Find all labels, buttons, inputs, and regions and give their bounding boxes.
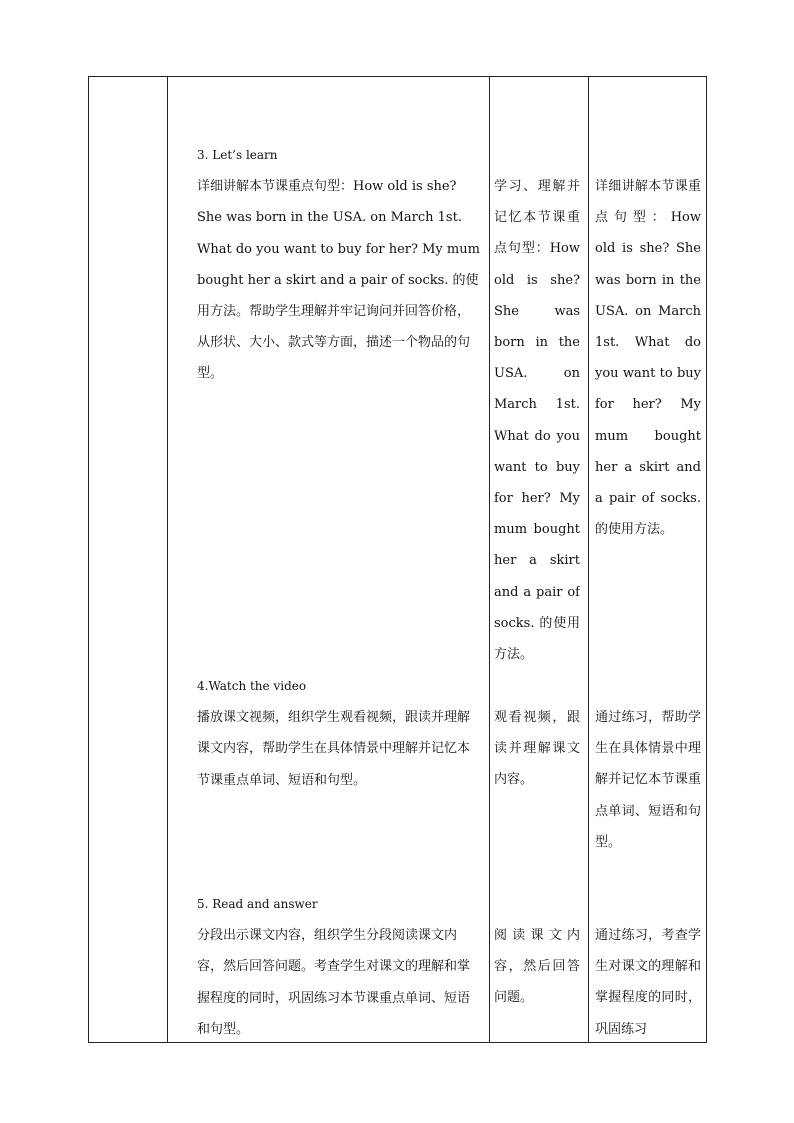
student-activity-column [494,77,580,1042]
student-activity-text: 学习、理解并记忆本节课重点句型：How old is she? She was born in the USA. on March 1st. What do you want to buy for her? My mum bought her a skirt and a pair of socks. 的使用方法。 [494,179,580,663]
column-divider [167,77,168,1042]
teacher-activity-text: 详细讲解本节课重点句型：How old is she? She was born in the USA. on March 1st. What do you want to buy for her? My mum bought her a skirt and a pair of socks. 的使用方法。帮助学生理解并牢记询问并回答价格，从形状、大小、款式等方面，描述一个物品的句型。 [197,179,480,382]
column-divider [489,77,490,1042]
lesson-table [88,76,707,1043]
student-activity-text: 阅读课文内容，然后回答问题。 [494,928,580,1006]
section-heading: 5. Read and answer [197,897,318,911]
student-activity-text: 观看视频，跟读并理解课文内容。 [494,710,580,788]
section-4 [197,671,481,796]
section-3 [197,140,481,390]
teacher-activity-text: 分段出示课文内容，组织学生分段阅读课文内容，然后回答问题。考查学生对课文的理解和掌握程度的同时，巩固练习本节课重点单词、短语和句型。 [197,928,471,1037]
section-heading: 3. Let’s learn [197,148,278,162]
design-purpose-text: 详细讲解本节课重点句型：How old is she? She was born in the USA. on March 1st. What do you want to buy for her? My mum bought her a skirt and a pair of socks. 的使用方法。 [595,179,701,538]
column-divider [588,77,589,1042]
design-purpose-text: 通过练习，考查学生对课文的理解和掌握程度的同时，巩固练习 [595,928,701,1037]
teacher-activity-column [197,77,481,1042]
design-purpose-text: 通过练习，帮助学生在具体情景中理解并记忆本节课重点单词、短语和句型。 [595,710,701,850]
design-purpose-column [595,77,701,1042]
section-5 [197,889,481,1042]
section-heading: 4.Watch the video [197,679,307,693]
teacher-activity-text: 播放课文视频，组织学生观看视频，跟读并理解课文内容，帮助学生在具体情景中理解并记忆本节课重点单词、短语和句型。 [197,710,471,788]
